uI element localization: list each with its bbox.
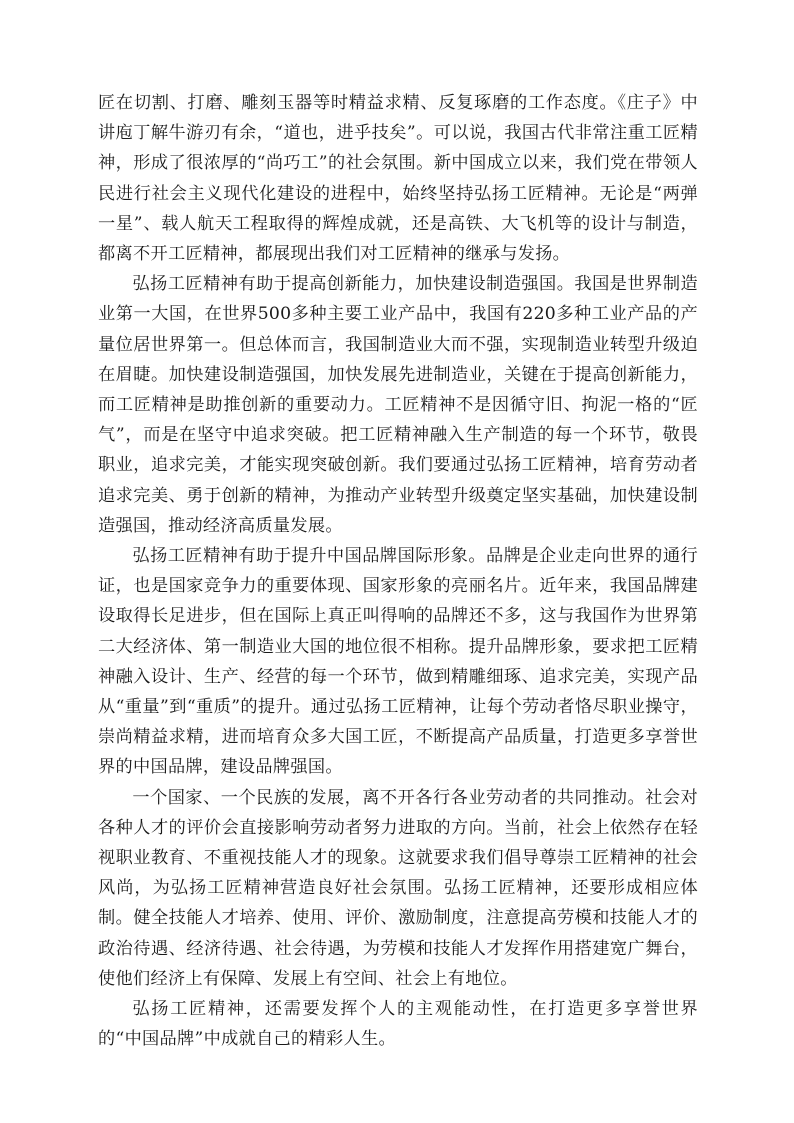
paragraph-4: 一个国家、一个民族的发展，离不开各行各业劳动者的共同推动。社会对各种人才的评价会直接影响劳动者努力进取的方向。当前，社会上依然存在轻视职业教育、不重视技能人才的现象。这就要求我们倡导尊崇工匠精神的社会风尚，为弘扬工匠精神营造良好社会氛围。弘扬工匠精神，还要形成相应体制。健全技能人才培养、使用、评价、激励制度，注意提高劳模和技能人才的政治待遇、经济待遇、社会待遇，为劳模和技能人才发挥作用搭建宽广舞台，使他们经济上有保障、发展上有空间、社会上有地位。 [98,787,698,989]
paragraph-5: 弘扬工匠精神，还需要发挥个人的主观能动性，在打造更多享誉世界的“中国品牌”中成就自己的精彩人生。 [98,999,698,1050]
paragraph-2: 弘扬工匠精神有助于提高创新能力，加快建设制造强国。我国是世界制造业第一大国，在世界500多种主要工业产品中，我国有220多种工业产品的产量位居世界第一。但总体而言，我国制造业大而不强，实现制造业转型升级迫在眉睫。加快建设制造强国，加快发展先进制造业，关键在于提高创新能力，而工匠精神是助推创新的重要动力。工匠精神不是因循守旧、拘泥一格的“匠气”，而是在坚守中追求突破。把工匠精神融入生产制造的每一个环节，敬畏职业，追求完美，才能实现突破创新。我们要通过弘扬工匠精神，培育劳动者追求完美、勇于创新的精神，为推动产业转型升级奠定坚实基础，加快建设制造强国，推动经济高质量发展。 [98,274,698,536]
paragraph-1: 匠在切割、打磨、雕刻玉器等时精益求精、反复琢磨的工作态度。《庄子》中讲庖丁解牛游刃有余，“道也，进乎技矣”。可以说，我国古代非常注重工匠精神，形成了很浓厚的“尚巧工”的社会氛围。新中国成立以来，我们党在带领人民进行社会主义现代化建设的进程中，始终坚持弘扬工匠精神。无论是“两弹一星”、载人航天工程取得的辉煌成就，还是高铁、大飞机等的设计与制造，都离不开工匠精神，都展现出我们对工匠精神的继承与发扬。 [98,93,698,265]
paragraph-3: 弘扬工匠精神有助于提升中国品牌国际形象。品牌是企业走向世界的通行证，也是国家竞争力的重要体现、国家形象的亮丽名片。近年来，我国品牌建设取得长足进步，但在国际上真正叫得响的品牌还不多，这与我国作为世界第二大经济体、第一制造业大国的地位很不相称。提升品牌形象，要求把工匠精神融入设计、生产、经营的每一个环节，做到精雕细琢、追求完美，实现产品从“重量”到“重质”的提升。通过弘扬工匠精神，让每个劳动者恪尽职业操守，崇尚精益求精，进而培育众多大国工匠，不断提高产品质量，打造更多享誉世界的中国品牌，建设品牌强国。 [98,546,698,778]
article-body [98,88,698,1055]
